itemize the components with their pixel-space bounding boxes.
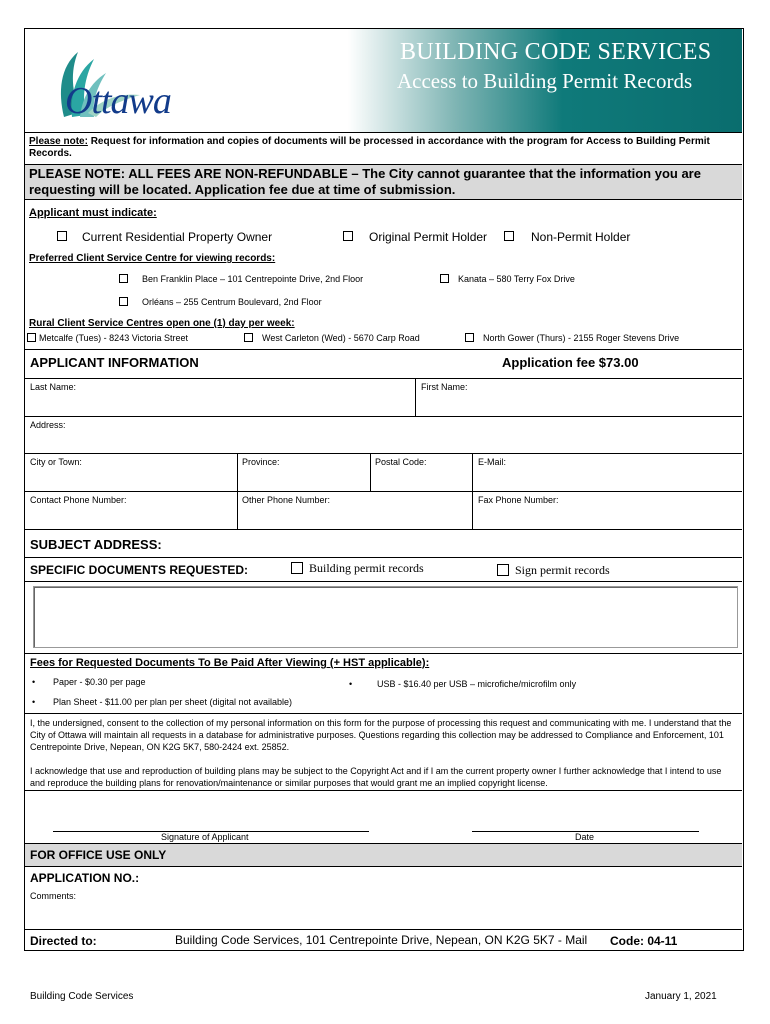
first-name-label: First Name: xyxy=(421,382,468,392)
permit-records-form xyxy=(24,28,744,951)
bullet: • xyxy=(32,697,36,707)
divider xyxy=(25,713,742,714)
fees-heading: Fees for Requested Documents To Be Paid After Viewing (+ HST applicable): xyxy=(30,657,430,669)
directed-to-label: Directed to: xyxy=(30,934,97,948)
postal-field[interactable] xyxy=(371,454,472,491)
divider xyxy=(25,557,742,558)
owner-checkbox[interactable] xyxy=(57,231,67,241)
sign-permit-checkbox[interactable] xyxy=(497,564,509,576)
divider xyxy=(25,790,742,791)
divider xyxy=(25,653,742,654)
other-phone-label: Other Phone Number: xyxy=(242,495,331,505)
office-use-band xyxy=(25,843,742,867)
rural-heading: Rural Client Service Centres open one (1) day per week: xyxy=(29,318,295,329)
application-no-field[interactable] xyxy=(155,867,742,887)
original-holder-label: Original Permit Holder xyxy=(369,230,488,244)
kanata-checkbox[interactable] xyxy=(440,274,449,283)
original-holder-checkbox[interactable] xyxy=(343,231,353,241)
documents-requested-label: SPECIFIC DOCUMENTS REQUESTED: xyxy=(30,563,249,577)
note-request xyxy=(29,136,734,160)
building-permit-label: Building permit records xyxy=(309,561,424,575)
logo-wordmark: Ottawa xyxy=(65,80,171,122)
orleans-label: Orléans – 255 Centrum Boulevard, 2nd Floor xyxy=(142,297,322,307)
fee-usb: USB - $16.40 per USB – microfiche/microfilm only xyxy=(377,679,577,689)
header-title: BUILDING CODE SERVICES xyxy=(400,39,712,65)
header-subtitle: Access to Building Permit Records xyxy=(397,69,693,93)
fees-notice-line1: PLEASE NOTE: ALL FEES ARE NON-REFUNDABLE – The City cannot guarantee that the information you are xyxy=(29,166,701,181)
footer-left: Building Code Services xyxy=(30,991,134,1002)
city-field[interactable] xyxy=(25,454,237,491)
bullet: • xyxy=(32,677,36,687)
north-gower-label: North Gower (Thurs) - 2155 Roger Stevens Drive xyxy=(483,333,680,343)
orleans-checkbox[interactable] xyxy=(119,297,128,306)
postal-label: Postal Code: xyxy=(375,457,427,467)
last-name-label: Last Name: xyxy=(30,382,77,392)
office-use-heading: FOR OFFICE USE ONLY xyxy=(30,848,167,862)
province-field[interactable] xyxy=(238,454,370,491)
fax-field[interactable] xyxy=(473,492,742,529)
applicant-info-heading: APPLICANT INFORMATION xyxy=(30,355,199,370)
last-name-field[interactable] xyxy=(25,379,415,416)
divider xyxy=(25,581,742,582)
metcalfe-label: Metcalfe (Tues) - 8243 Victoria Street xyxy=(39,333,189,343)
application-fee: Application fee $73.00 xyxy=(502,355,639,370)
fees-notice-line2: requesting will be located. Application fee due at time of submission. xyxy=(29,182,456,197)
north-gower-checkbox[interactable] xyxy=(465,333,474,342)
first-name-field[interactable] xyxy=(416,379,742,416)
province-label: Province: xyxy=(242,457,280,467)
consent-paragraph: I, the undersigned, consent to the collection of my personal information on this form for the purpose of processing this request and communicating with me. I understand that the City of Ottawa will maintain all requests in a database for administrative purposes. Questions regarding this collection may be addressed to Compliance and Enforcement, 101 Centrepointe Drive, Nepean, ON K2G 5K7, 580-2424 ext. 25852. xyxy=(30,718,732,752)
subject-address-label: SUBJECT ADDRESS: xyxy=(30,537,162,552)
divider xyxy=(25,929,742,930)
kanata-label: Kanata – 580 Terry Fox Drive xyxy=(458,274,575,284)
contact-phone-label: Contact Phone Number: xyxy=(30,495,127,505)
applicant-indicate-heading: Applicant must indicate: xyxy=(29,207,157,219)
owner-label: Current Residential Property Owner xyxy=(82,230,273,244)
signature-label: Signature of Applicant xyxy=(161,832,249,842)
other-phone-field[interactable] xyxy=(238,492,472,529)
mail-code: Code: 04-11 xyxy=(610,934,678,948)
note-request-text: Request for information and copies of documents will be processed in accordance with the program for Access to Building Permit Records. xyxy=(29,136,710,159)
city-label: City or Town: xyxy=(30,457,82,467)
subject-address-field[interactable] xyxy=(175,532,742,556)
application-no-label: APPLICATION NO.: xyxy=(30,871,140,885)
fee-paper: Paper - $0.30 per page xyxy=(53,677,146,687)
contact-phone-field[interactable] xyxy=(25,492,237,529)
address-field[interactable] xyxy=(25,417,742,453)
divider xyxy=(25,349,742,350)
documents-details-textarea[interactable] xyxy=(33,586,738,648)
date-label: Date xyxy=(575,832,595,842)
west-carleton-checkbox[interactable] xyxy=(244,333,253,342)
west-carleton-label: West Carleton (Wed) - 5670 Carp Road xyxy=(262,333,420,343)
fax-label: Fax Phone Number: xyxy=(478,495,559,505)
copyright-paragraph: I acknowledge that use and reproduction of building plans may be subject to the Copyright Act and if I am the current property owner I further acknowledge that I intend to use and reproduce the building plans for renovation/maintenance or similar purposes that would grant me an implied copyright license. xyxy=(30,766,722,788)
building-permit-checkbox[interactable] xyxy=(291,562,303,574)
date-field[interactable] xyxy=(472,799,699,831)
non-holder-checkbox[interactable] xyxy=(504,231,514,241)
non-holder-label: Non-Permit Holder xyxy=(531,230,631,244)
sign-permit-label: Sign permit records xyxy=(515,563,610,577)
comments-field[interactable] xyxy=(25,889,742,929)
divider xyxy=(25,529,742,530)
email-field[interactable] xyxy=(473,454,742,491)
fee-plan-sheet: Plan Sheet - $11.00 per plan per sheet (digital not available) xyxy=(53,697,292,707)
directed-to-address: Building Code Services, 101 Centrepointe Drive, Nepean, ON K2G 5K7 - Mail xyxy=(175,933,588,947)
ben-franklin-label: Ben Franklin Place – 101 Centrepointe Drive, 2nd Floor xyxy=(142,274,364,284)
signature-field[interactable] xyxy=(53,799,369,831)
email-label: E-Mail: xyxy=(478,457,507,467)
comments-label: Comments: xyxy=(30,891,77,901)
fees-notice-band xyxy=(25,164,742,200)
footer-date: January 1, 2021 xyxy=(645,991,717,1002)
note-request-label: Please note: xyxy=(29,136,88,147)
ben-franklin-checkbox[interactable] xyxy=(119,274,128,283)
metcalfe-checkbox[interactable] xyxy=(27,333,36,342)
address-label: Address: xyxy=(30,420,66,430)
client-centre-heading: Preferred Client Service Centre for viewing records: xyxy=(29,253,276,264)
bullet: • xyxy=(349,679,353,689)
